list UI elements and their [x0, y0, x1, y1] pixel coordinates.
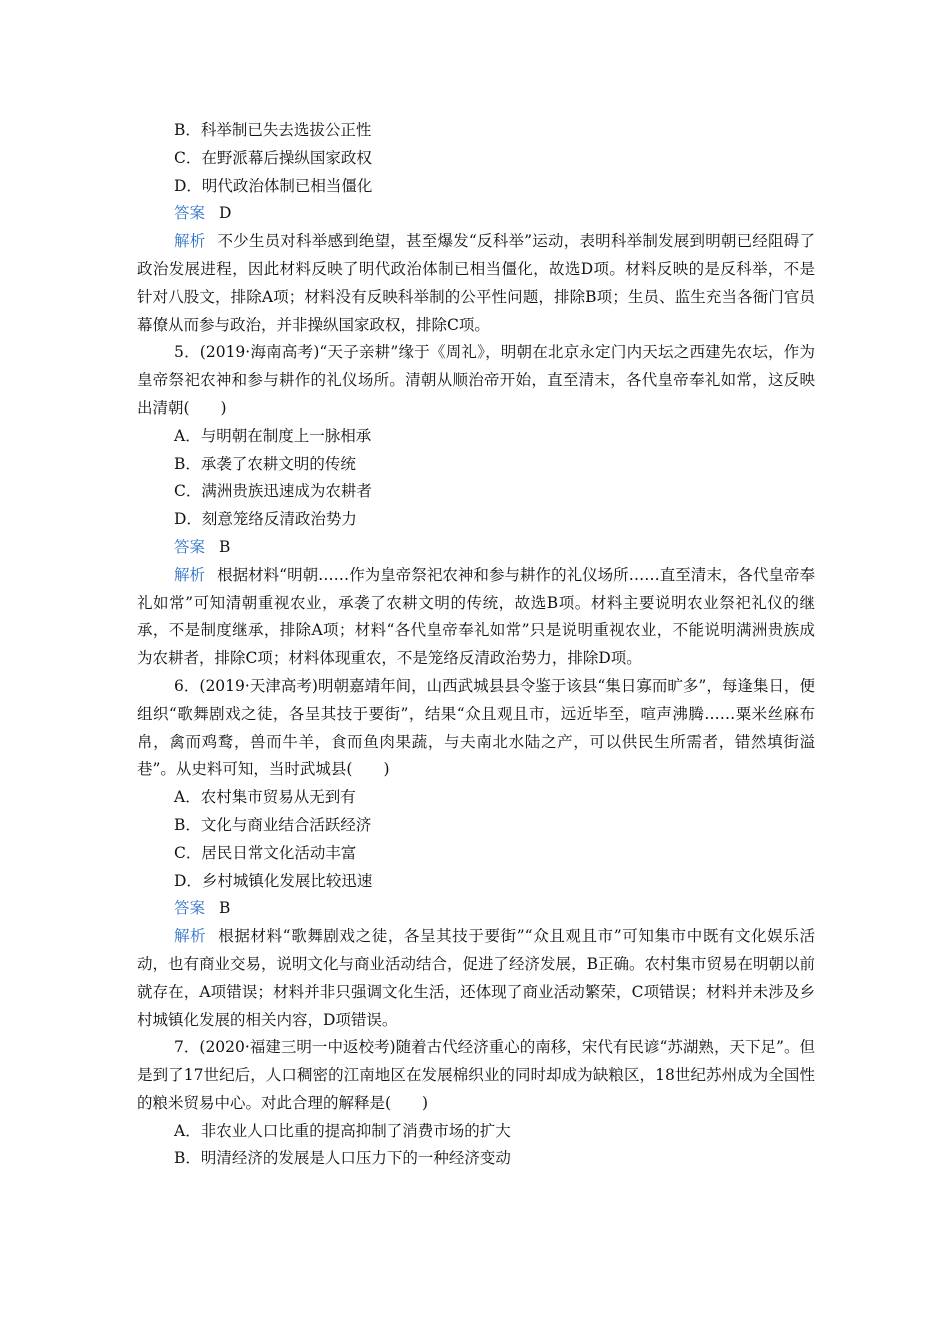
- q6-option-c[interactable]: C．居民日常文化活动丰富: [174, 843, 357, 862]
- analysis-text: 不少生员对科举感到绝望，甚至爆发“反科举”运动，表明科举制发展到明朝已经阻碍了政治发展进程，因此材料反映了明代政治体制已相当僵化，故选D项。材料反映的是反科举，不是针对八股文，排除A项；材料没有反映科举制的公平性问题，排除B项；生员、监生充当各衙门官员幕僚从而参与政治，并非操纵国家政权，排除C项。: [137, 232, 815, 334]
- document-page: [137, 117, 815, 1173]
- q4-option-d[interactable]: D．明代政治体制已相当僵化: [174, 176, 373, 195]
- q6-option-d[interactable]: D．乡村城镇化发展比较迅速: [174, 871, 373, 890]
- q4-option-b[interactable]: B．科举制已失去选拔公正性: [174, 121, 372, 139]
- q4-answer: [137, 200, 815, 228]
- q5-option-d[interactable]: D．刻意笼络反清政治势力: [174, 510, 357, 529]
- q7-stem: 7．(2020·福建三明一中返校考)随着古代经济重心的南移，宋代有民谚“苏湖熟，天下足”。但是到了17世纪后，人口稠密的江南地区在发展棉织业的同时却成为缺粮区，18世纪苏州成为全国性的粮米贸易中心。对此合理的解释是( ): [137, 1038, 815, 1112]
- q5-option-b[interactable]: B．承袭了农耕文明的传统: [174, 454, 356, 473]
- q4-option-c[interactable]: C．在野派幕后操纵国家政权: [174, 148, 372, 167]
- answer-value: D: [219, 204, 232, 223]
- analysis-label: 解析: [174, 232, 206, 251]
- q6-analysis: [137, 923, 815, 1034]
- analysis-text: 根据材料“歌舞剧戏之徒，各呈其技于要街”“众且观且市”可知集市中既有文化娱乐活动，也有商业交易，说明文化与商业活动结合，促进了经济发展，B正确。农村集市贸易在明朝以前就存在，A项错误；材料并非只强调文化生活，还体现了商业活动繁荣，C项错误；材料并未涉及乡村城镇化发展的相关内容，D项错误。: [137, 927, 815, 1029]
- q6-option-a[interactable]: A．农村集市贸易从无到有: [174, 788, 356, 807]
- answer-label: 答案: [174, 899, 206, 918]
- analysis-label: 解析: [174, 565, 206, 584]
- answer-value: B: [219, 537, 231, 556]
- analysis-text: 根据材料“明朝……作为皇帝祭祀农神和参与耕作的礼仪场所……直至清末，各代皇帝奉礼如常”可知清朝重视农业，承袭了农耕文明的传统，故选B项。材料主要说明农业祭祀礼仪的继承，不是制度继承，排除A项；材料“各代皇帝奉礼如常”只是说明重视农业，不能说明满洲贵族成为农耕者，排除C项；材料体现重农，不是笼络反清政治势力，排除D项。: [137, 565, 815, 668]
- q4-analysis: [137, 228, 815, 339]
- answer-label: 答案: [174, 537, 206, 556]
- q7-option-a[interactable]: A．非农业人口比重的提高抑制了消费市场的扩大: [174, 1121, 511, 1140]
- q5-option-a[interactable]: A．与明朝在制度上一脉相承: [174, 426, 372, 445]
- q6-option-b[interactable]: B．文化与商业结合活跃经济: [174, 815, 372, 834]
- analysis-label: 解析: [174, 927, 207, 946]
- q5-answer: [137, 534, 815, 562]
- answer-label: 答案: [174, 204, 206, 223]
- q5-option-c[interactable]: C．满洲贵族迅速成为农耕者: [174, 482, 372, 501]
- q5-stem: 5．(2019·海南高考)“天子亲耕”缘于《周礼》，明朝在北京永定门内天坛之西建先农坛，作为皇帝祭祀农神和参与耕作的礼仪场所。清朝从顺治帝开始，直至清末，各代皇帝奉礼如常，这反映出清朝( ): [137, 343, 815, 417]
- q6-answer: [137, 895, 815, 923]
- answer-value: B: [219, 899, 231, 918]
- q6-stem: 6．(2019·天津高考)明朝嘉靖年间，山西武城县县令鉴于该县“集日寡而旷多”，每逢集日，便组织“歌舞剧戏之徒，各呈其技于要街”，结果“众且观且市，远近毕至，喧声沸腾……粟米丝麻布帛，禽而鸡鹜，兽而牛羊，食而鱼肉果蔬，与夫南北水陆之产，可以供民生所需者，错然填街溢巷”。从史料可知，当时武城县( ): [137, 676, 815, 779]
- q5-analysis: [137, 562, 815, 673]
- q7-option-b[interactable]: B．明清经济的发展是人口压力下的一种经济变动: [174, 1149, 511, 1168]
